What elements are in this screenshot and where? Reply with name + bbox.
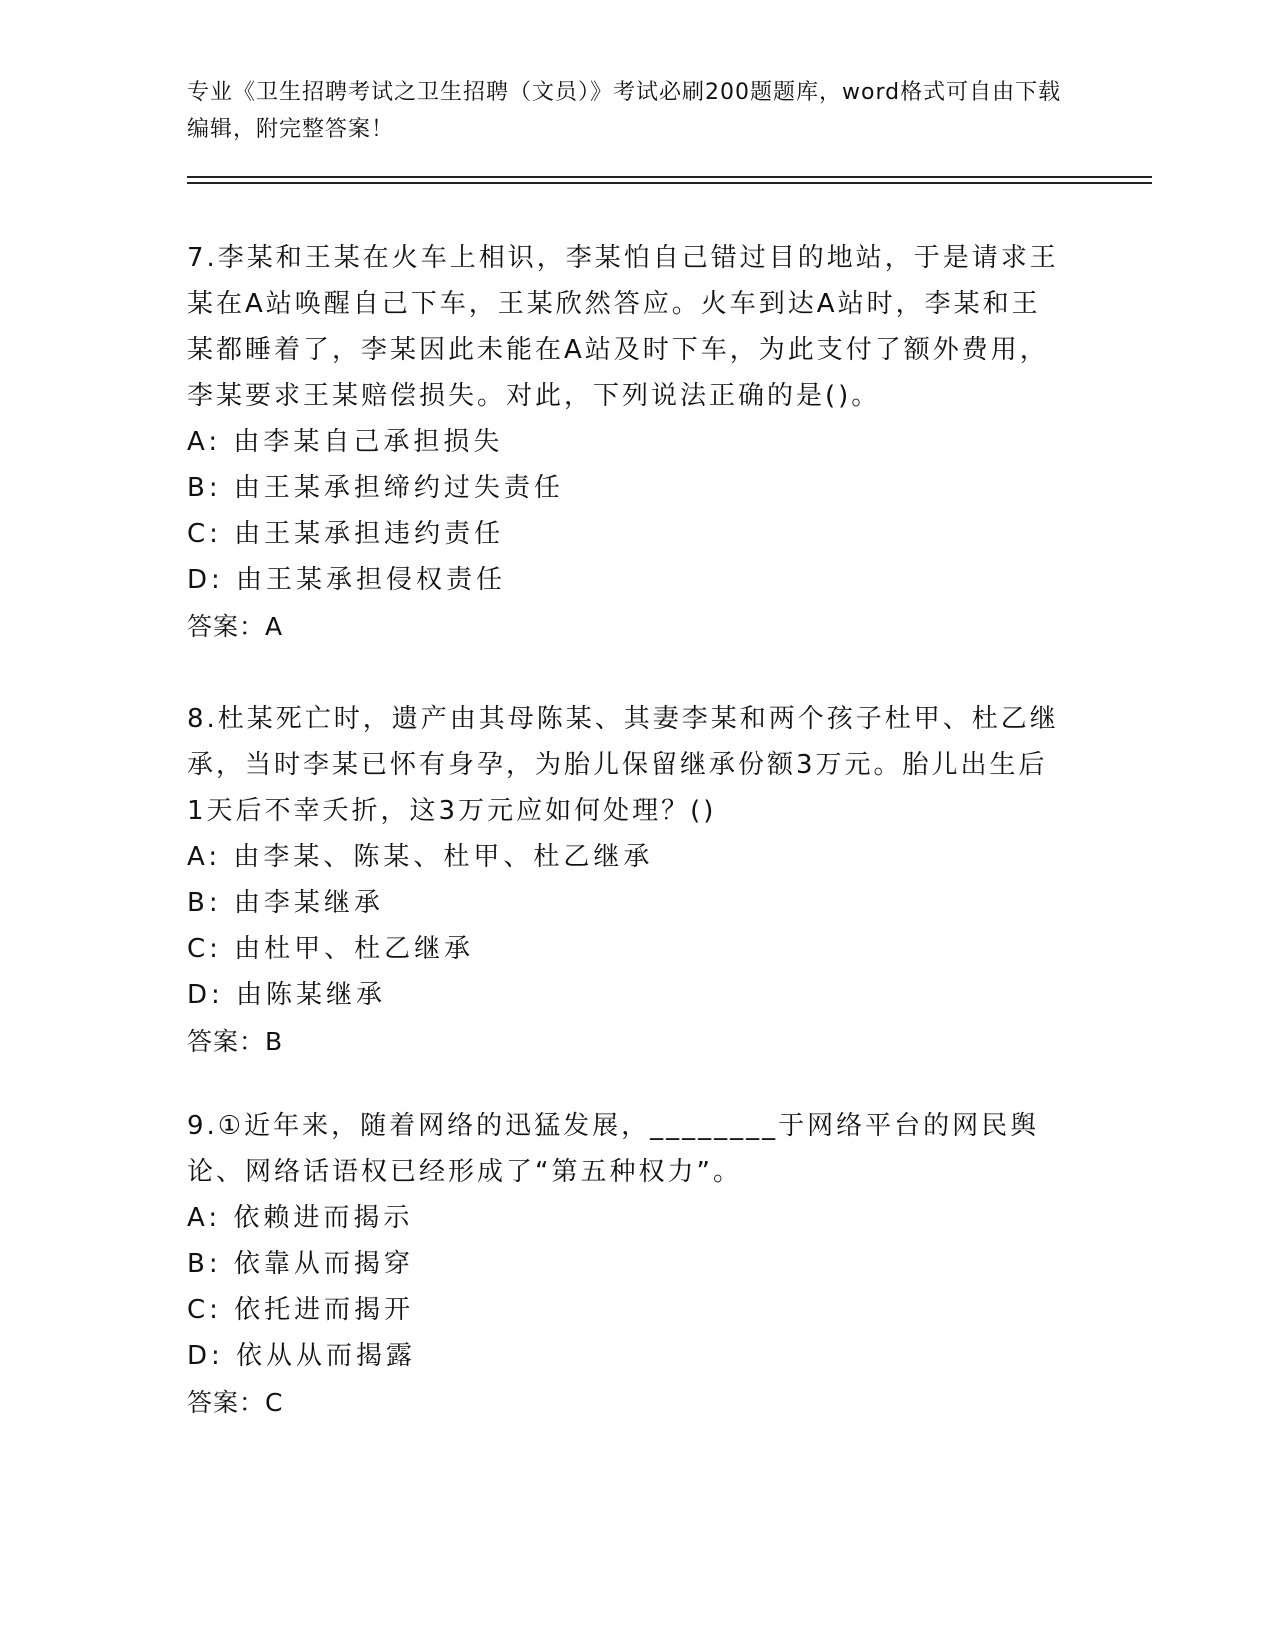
option-c: C: 由杜甲、杜乙继承 [187,934,475,964]
option-c: C: 由王某承担违约责任 [187,519,505,549]
question-7 [187,235,1067,650]
option-d: D: 依从从而揭露 [187,1341,417,1371]
question-stem: 7.李某和王某在火车上相识，李某怕自己错过目的地站，于是请求王某在A站唤醒自己下车，王某欣然答应。火车到达A站时，李某和王某都睡着了，李某因此未能在A站及时下车，为此支付了额外费用，李某要求王某赔偿损失。对此，下列说法正确的是()。 [187,243,1059,411]
option-b: B: 由李某继承 [187,888,384,918]
option-a: A: 依赖进而揭示 [187,1203,414,1233]
option-c: C: 依托进而揭开 [187,1295,415,1325]
answer: 答案：C [187,1388,284,1417]
document-header: 专业《卫生招聘考试之卫生招聘（文员）》考试必刷200题题库，word格式可自由下载编辑，附完整答案！ [187,80,1062,142]
question-stem: 9.①近年来，随着网络的迅猛发展，________于网络平台的网民舆论、网络话语权已经形成了“第五种权力”。 [187,1111,1040,1187]
header-rule-bottom [187,182,1152,184]
option-a: A: 由李某、陈某、杜甲、杜乙继承 [187,842,654,872]
answer: 答案：B [187,1027,284,1056]
option-b: B: 由王某承担缔约过失责任 [187,473,564,503]
question-8 [187,696,1067,1065]
answer: 答案：A [187,612,284,641]
option-a: A: 由李某自己承担损失 [187,427,504,457]
option-d: D: 由陈某继承 [187,980,387,1010]
option-b: B: 依靠从而揭穿 [187,1249,414,1279]
question-9 [187,1103,1067,1426]
question-stem: 8.杜某死亡时，遗产由其母陈某、其妻李某和两个孩子杜甲、杜乙继承，当时李某已怀有身孕，为胎儿保留继承份额3万元。胎儿出生后1天后不幸夭折，这3万元应如何处理？() [187,704,1059,826]
option-d: D: 由王某承担侵权责任 [187,565,507,595]
header-rule-top [187,176,1152,178]
